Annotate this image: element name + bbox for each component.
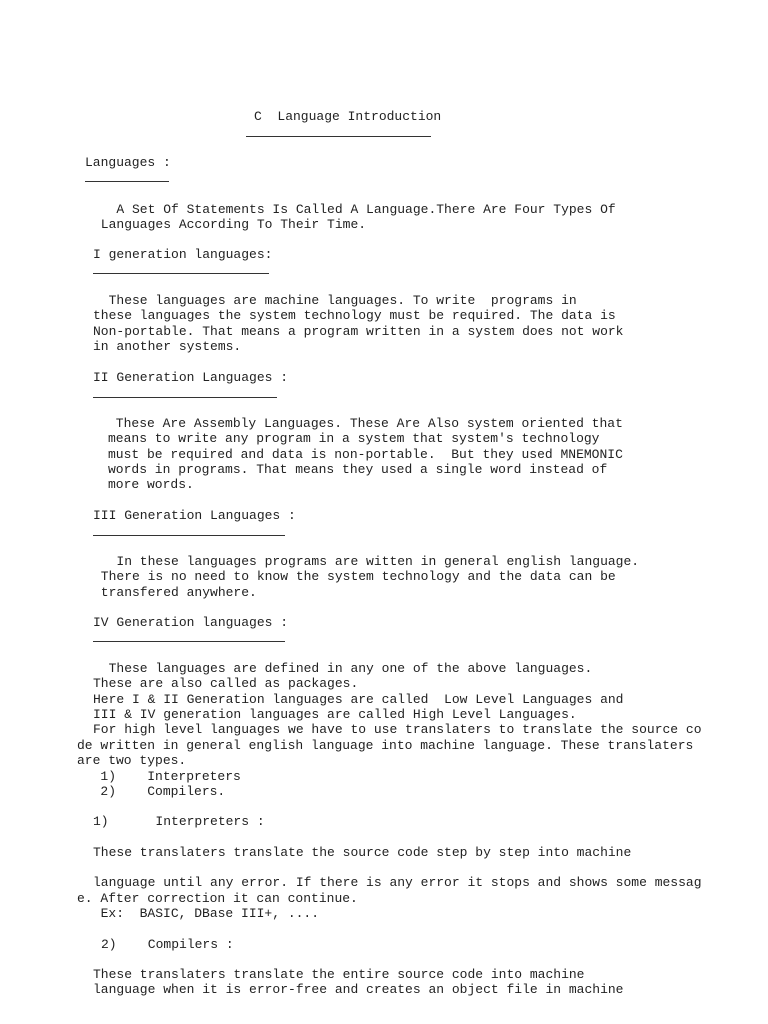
gen1-underline [93, 273, 269, 274]
gen1-body: These languages are machine languages. To write programs in these languages the system technology must be required. The data is Non-portable. That means a program written in a system does not work in another systems. [93, 293, 624, 354]
gen1-heading: I generation languages: [93, 247, 273, 262]
interpreters-wrap: e. After correction it can continue. [77, 891, 358, 906]
gen4-body: These languages are defined in any one of the above languages. These are also called as packages. Here I & II Generation languages are called Low Level Languages and III & IV generation languages are called High Level Languages. For high level languages we have to use translaters to translate the source co [93, 661, 702, 738]
interpreters-heading: 1) Interpreters : [93, 814, 265, 829]
interpreters-example: Ex: BASIC, DBase III+, .... [85, 906, 320, 921]
interpreters-body1: These translaters translate the source code step by step into machine [93, 845, 632, 860]
compilers-body: These translaters translate the entire source code into machine language when it is error-free and creates an object file in machine [93, 967, 624, 998]
gen2-body: These Are Assembly Languages. These Are Also system oriented that means to write any program in a system that system's technology must be required and data is non-portable. But they used MNEMONIC words in programs. That means they used a single word instead of more words. [108, 416, 623, 493]
interpreters-body2: language until any error. If there is any error it stops and shows some messag [93, 875, 702, 890]
page-title: C Language Introduction [254, 109, 442, 124]
title-underline [246, 136, 431, 137]
languages-heading: Languages : [85, 155, 171, 170]
gen2-heading: II Generation Languages : [93, 370, 289, 385]
gen3-heading: III Generation Languages : [93, 508, 296, 523]
languages-body: A Set Of Statements Is Called A Language.There Are Four Types Of Languages According To Their Time. [100, 202, 616, 233]
gen4-heading: IV Generation languages : [93, 615, 289, 630]
gen2-underline [93, 397, 277, 398]
gen3-body: In these languages programs are witten in general english language. There is no need to know the system technology and the data can be transfered anywhere. [100, 554, 640, 600]
gen4-wrap: de written in general english language into machine language. These translaters are two types. 1) Interpreters 2) Compilers. [77, 738, 694, 799]
languages-underline [85, 181, 169, 182]
compilers-heading: 2) Compilers : [101, 937, 234, 952]
gen4-underline [93, 641, 285, 642]
gen3-underline [93, 535, 285, 536]
